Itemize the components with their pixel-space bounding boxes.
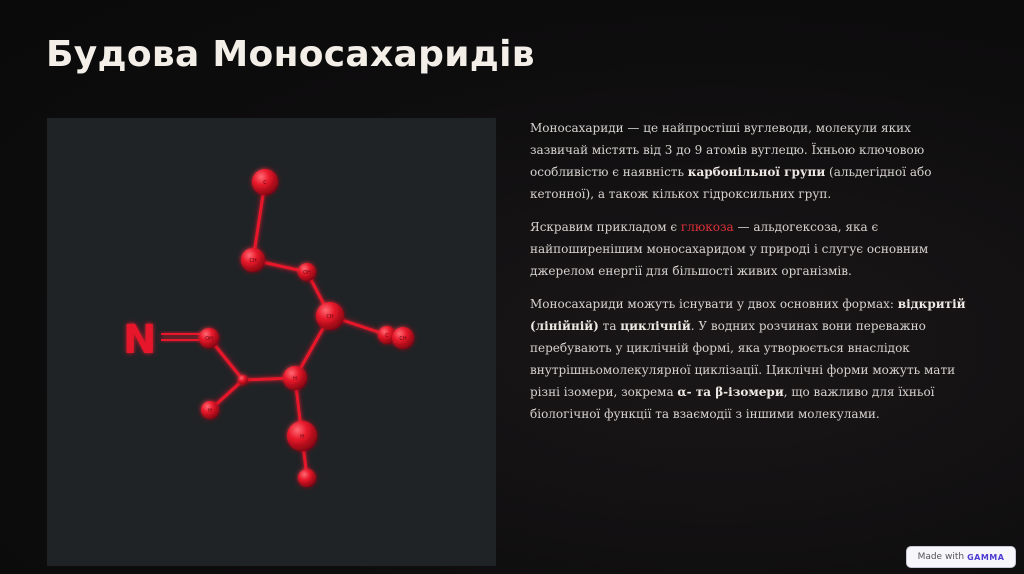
paragraph-text: Яскравим прикладом є xyxy=(530,220,681,234)
badge-prefix: Made with xyxy=(917,552,965,562)
atom-label: C xyxy=(263,180,267,186)
slide-title: Будова Моносахаридів xyxy=(46,34,535,75)
made-with-gamma-badge[interactable] xyxy=(906,546,1016,568)
molecule-svg xyxy=(47,118,496,566)
atom-label: H xyxy=(293,376,297,382)
molecule-illustration xyxy=(47,118,496,566)
atom-label: CH xyxy=(399,336,407,342)
paragraph-text: (альдегідної або кетонної), а також кількох гідроксильних груп. xyxy=(530,165,932,201)
paragraph-text: — альдогексоза, яка є найпоширенішим моносахаридом у природі і слугує основним джерелом енергії для більшості живих організмів. xyxy=(530,220,929,278)
paragraph-text: . У водних розчинах вони переважно перебувають у циклічній формі, яка утворюється внаслідок внутрішньомолекулярної циклізації. Циклічні форми можуть мати різні ізомери, зокрема xyxy=(530,319,956,399)
atom-label: CH xyxy=(326,314,334,320)
bold-term: карбонільної групи xyxy=(687,165,826,179)
slide-body xyxy=(530,117,970,436)
paragraph-definition xyxy=(530,117,970,205)
paragraph-text: , що важливо для їхньої біологічної функції та взаємодії з іншими молекулами. xyxy=(530,385,935,421)
atom-12 xyxy=(298,469,316,487)
atom-label: H xyxy=(208,408,212,414)
atom-8 xyxy=(238,375,248,385)
atoms xyxy=(199,169,414,487)
atom-label: OH xyxy=(205,336,213,342)
paragraph-forms xyxy=(530,293,970,425)
bold-term: α- та β-ізомери xyxy=(677,385,784,399)
paragraph-text: Моносахариди — це найпростіші вуглеводи, молекули яких зазвичай містять від 3 до 9 атомів вуглецю. Їхньою ключовою особливістю є наявність xyxy=(530,121,925,179)
paragraph-example xyxy=(530,216,970,282)
atom-label: OH xyxy=(303,270,311,276)
paragraph-text: Моносахариди можуть існувати у двох основних формах: xyxy=(530,297,898,311)
atom-label: CH xyxy=(249,258,257,264)
nitrogen-symbol: N xyxy=(123,317,157,363)
gamma-logo: GAMMA xyxy=(967,552,1005,562)
atom-label: C xyxy=(385,333,389,339)
atom-label: H xyxy=(300,434,304,440)
bold-term: циклічній xyxy=(620,319,691,333)
bold-term: відкритій (лінійній) xyxy=(530,297,966,333)
paragraph-text: та xyxy=(598,319,621,333)
highlight-term: глюкоза xyxy=(680,220,734,234)
